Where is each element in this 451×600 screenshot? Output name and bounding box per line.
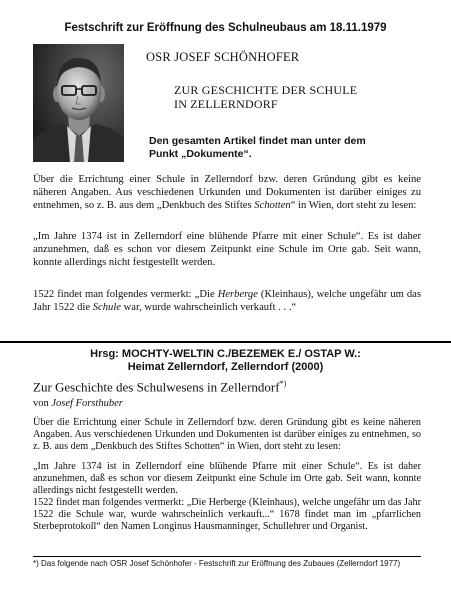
section2-paragraph-1 bbox=[33, 417, 421, 454]
text: (Kleinhaus), welche ungefähr um das Jahr 1522 die bbox=[33, 289, 422, 313]
text: war, wurde wahrscheinlich verkauft . . .“ bbox=[120, 302, 297, 313]
footnote-marker: *) bbox=[279, 379, 287, 388]
byline-prefix: von bbox=[33, 398, 52, 409]
documents-note-line-1: Den gesamten Artikel findet man unter dem bbox=[149, 135, 366, 147]
text: Über die Errichtung einer Schule in Zellerndorf bzw. deren Gründung gibt es keine näheren Angaben. Aus verschiedenen Urkunden und Dokumenten ist darüber einiges zu entnehmen, so z. B. aus dem „Denkbuch des Stiftes Schotten“ in Wien, dort steht zu lesen: bbox=[33, 417, 421, 453]
article-author: OSR JOSEF SCHÖNHOFER bbox=[146, 50, 300, 64]
documents-note-line-2: Punkt „Dokumente“. bbox=[149, 148, 252, 160]
footnote: *) Das folgende nach OSR Josef Schönhofer - Festschrift zur Eröffnung des Zubaues (Zellerndorf 1977) bbox=[33, 559, 401, 568]
text-italic: Schule bbox=[92, 302, 121, 313]
article-paragraph-1 bbox=[33, 173, 421, 212]
heimat-header-line-1: Hrsg: MOCHTY-WELTIN C./BEZEMEK E./ OSTAP W.: bbox=[90, 348, 361, 360]
section2-title-text: Zur Geschichte des Schulwesens in Zellerndorf bbox=[33, 379, 280, 395]
text: 1522 findet man folgendes vermerkt: „Die bbox=[33, 289, 218, 300]
text: Über die Errichtung einer Schule in Zellerndorf bzw. deren Gründung gibt es keine näheren Angaben. Aus veschiedenen Urkunden und Dokumenten ist darüber einiges zu entnehmen, so z. B. aus dem „Denkbuch des Stiftes bbox=[33, 174, 421, 211]
article-paragraph-3 bbox=[33, 288, 421, 314]
text-italic: Schotten bbox=[254, 200, 291, 211]
text: 1522 findet man folgendes vermerkt: „Die Herberge (Kleinhaus), welche ungefähr um das Jahr 1522 die Schule war, wurde wahrscheinlich verkauft...“ 1678 findet man im „pfarrlichen Sterbeprotokoll“ den Namen Longinus Hausmanninger, Schullehrer und Organist. bbox=[33, 497, 421, 533]
section2-paragraph-2 bbox=[33, 461, 421, 498]
byline-name: Josef Forsthuber bbox=[51, 398, 123, 409]
text: “ in Wien, dort steht zu lesen: bbox=[290, 200, 417, 211]
footnote-rule bbox=[33, 556, 421, 557]
article-title-line-2: IN ZELLERNDORF bbox=[174, 97, 278, 111]
portrait-photo bbox=[33, 44, 124, 162]
text: „Im Jahre 1374 ist in Zellerndorf eine blühende Pfarre mit einer Schule“. Es ist daher anzunehmen, daß es schon vor diesem Zeitpunkt eine Schule im Orte gab. Seit wann, konnte allerdings nicht festgestellt werden. bbox=[33, 461, 421, 497]
article-title-line-1: ZUR GESCHICHTE DER SCHULE bbox=[174, 83, 358, 97]
article-paragraph-2 bbox=[33, 230, 421, 269]
text: „Im Jahre 1374 ist in Zellerndorf eine blühende Pfarre mit einer Schule“. Es ist daher anzunehmen, daß es schon vor diesem Zeitpunkt eine Schule im Orte gab. Seit wann, konnte allerdings nicht festgestellt werden. bbox=[33, 231, 421, 268]
section2-title bbox=[33, 379, 286, 395]
documents-note bbox=[149, 135, 366, 161]
byline bbox=[33, 398, 123, 409]
festschrift-header: Festschrift zur Eröffnung des Schulneubaus am 18.11.1979 bbox=[64, 22, 387, 34]
article-title bbox=[174, 83, 357, 111]
section-divider bbox=[0, 341, 451, 343]
heimat-header-line-2: Heimat Zellerndorf, Zellerndorf (2000) bbox=[127, 360, 324, 373]
text-italic: Herberge bbox=[217, 289, 258, 300]
section2-paragraph-3 bbox=[33, 497, 421, 534]
heimat-header bbox=[0, 348, 451, 373]
